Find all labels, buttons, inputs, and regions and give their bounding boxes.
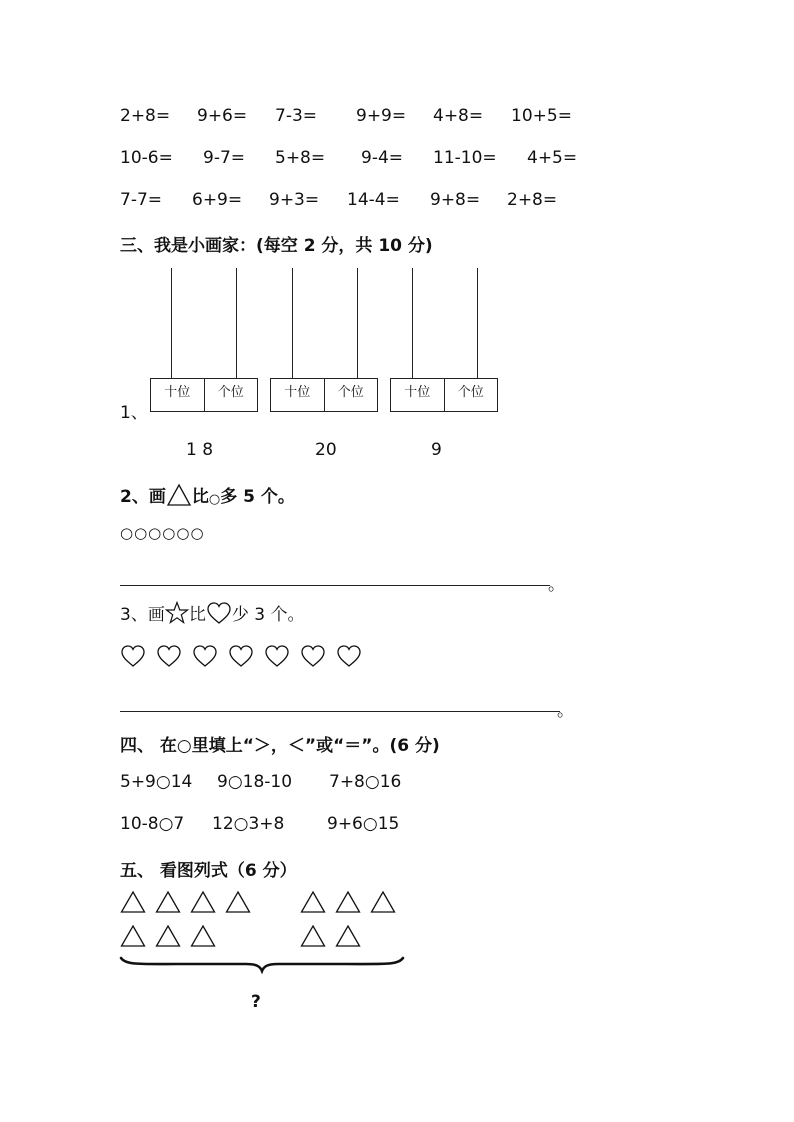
answer-line (120, 711, 560, 712)
heart-icon (120, 644, 146, 672)
ones-label: 个位 (324, 379, 378, 411)
abacus-rod-tens (171, 268, 172, 378)
q3-prompt (120, 600, 304, 625)
triangle-icon (166, 483, 192, 507)
equation: 9+3= (269, 190, 320, 210)
compare-item: 5+9○14 (120, 772, 193, 792)
end-mark: 。 (557, 701, 574, 721)
abacus-number: 9 (431, 440, 442, 460)
abacus-base (390, 378, 498, 412)
question-number: 1、 (120, 403, 148, 423)
tens-label: 十位 (164, 385, 191, 400)
compare-item: 7+8○16 (329, 772, 402, 792)
abacus-rod-tens (292, 268, 293, 378)
q3-suffix: 少 3 个。 (231, 605, 305, 625)
triangle-icon (190, 890, 216, 918)
triangle-icon (155, 924, 181, 952)
triangle-group-right-row1 (300, 890, 396, 918)
abacus-number: 20 (315, 440, 337, 460)
equation: 9+9= (356, 106, 407, 126)
triangle-icon (300, 924, 326, 952)
heart-icon (192, 644, 218, 672)
triangle-icon (370, 890, 396, 918)
question-mark: ? (251, 992, 261, 1012)
q2-prefix: 2、画 (120, 487, 166, 507)
heart-icon (336, 644, 362, 672)
abacus-rod-ones (236, 268, 237, 378)
tens-label: 十位 (404, 385, 431, 400)
equation: 11-10= (433, 148, 497, 168)
equation: 5+8= (275, 148, 326, 168)
heart-icon (264, 644, 290, 672)
q2-suffix: 多 5 个。 (220, 487, 295, 507)
star-icon (165, 601, 189, 625)
brace-icon (118, 950, 408, 978)
equation: 14-4= (347, 190, 400, 210)
triangle-group-left-row2 (120, 924, 216, 952)
tens-label: 十位 (284, 385, 311, 400)
abacus-base (150, 378, 258, 412)
abacus-base (270, 378, 378, 412)
equation: 10+5= (511, 106, 572, 126)
equation: 10-6= (120, 148, 173, 168)
equation: 7-3= (275, 106, 318, 126)
triangle-icon (335, 890, 361, 918)
triangle-icon (190, 924, 216, 952)
equation: 7-7= (120, 190, 163, 210)
q2-middle: 比 (191, 487, 209, 507)
equation: 9+6= (197, 106, 248, 126)
answer-line (120, 585, 550, 586)
heart-icon (206, 601, 232, 625)
equation: 9-4= (361, 148, 404, 168)
equation: 2+8= (507, 190, 558, 210)
abacus-rod-ones (477, 268, 478, 378)
heart-row (120, 644, 362, 672)
triangle-icon (335, 924, 361, 952)
small-circle-icon: ○ (208, 492, 221, 507)
equation: 9+8= (430, 190, 481, 210)
heart-icon (228, 644, 254, 672)
equation: 4+5= (527, 148, 578, 168)
abacus-number: 1 8 (186, 440, 214, 460)
abacus-rod-ones (357, 268, 358, 378)
abacus-rod-tens (412, 268, 413, 378)
compare-item: 10-8○7 (120, 814, 185, 834)
triangle-icon (120, 890, 146, 918)
section4-title: 四、 在○里填上“＞，＜”或“＝”。(6 分) (120, 736, 440, 756)
equation: 9-7= (203, 148, 246, 168)
triangle-icon (155, 890, 181, 918)
triangle-group-left-row1 (120, 890, 251, 918)
q3-middle: 比 (188, 605, 206, 625)
circle-row: ○○○○○○ (120, 524, 205, 542)
equation: 4+8= (433, 106, 484, 126)
triangle-icon (120, 924, 146, 952)
triangle-icon (300, 890, 326, 918)
section3-title: 三、我是小画家：(每空 2 分，共 10 分) (120, 236, 433, 256)
end-mark: 。 (548, 575, 565, 595)
heart-icon (300, 644, 326, 672)
section5-title: 五、 看图列式（6 分） (120, 861, 297, 881)
heart-icon (156, 644, 182, 672)
equation: 2+8= (120, 106, 171, 126)
equation: 6+9= (192, 190, 243, 210)
triangle-group-right-row2 (300, 924, 361, 952)
compare-item: 12○3+8 (212, 814, 285, 834)
triangle-icon (225, 890, 251, 918)
q2-prompt (120, 482, 295, 507)
ones-label: 个位 (444, 379, 498, 411)
ones-label: 个位 (204, 379, 258, 411)
compare-item: 9+6○15 (327, 814, 400, 834)
q3-prefix: 3、画 (120, 605, 165, 625)
compare-item: 9○18-10 (217, 772, 293, 792)
